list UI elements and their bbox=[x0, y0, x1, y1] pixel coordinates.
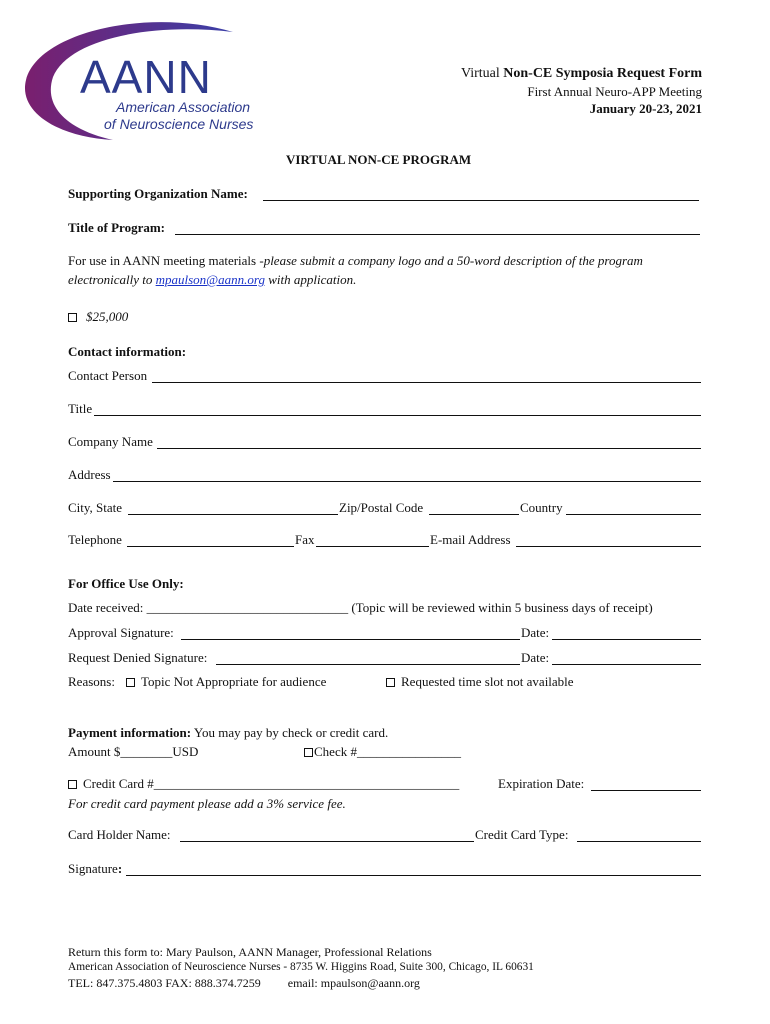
instructions-italic3: with application. bbox=[264, 272, 357, 287]
meeting-dates: January 20-23, 2021 bbox=[589, 101, 702, 116]
instructions-line2 bbox=[68, 272, 356, 288]
expiration-field[interactable] bbox=[591, 790, 701, 791]
supporting-org-label: Supporting Organization Name: bbox=[68, 186, 248, 201]
reason-not-appropriate-checkbox[interactable] bbox=[126, 678, 135, 687]
zip-field[interactable] bbox=[429, 514, 519, 515]
signature-label bbox=[68, 861, 122, 877]
card-type-label: Credit Card Type: bbox=[475, 827, 569, 842]
city-state-label: City, State bbox=[68, 500, 123, 515]
credit-card-number-field[interactable]: Credit Card #_______________________________________________ bbox=[83, 776, 460, 791]
contact-heading: Contact information: bbox=[68, 344, 187, 359]
office-use-heading: For Office Use Only: bbox=[68, 576, 184, 591]
country-label: Country bbox=[520, 500, 563, 515]
denied-signature-field[interactable] bbox=[216, 664, 520, 665]
contact-title-field[interactable] bbox=[94, 415, 701, 416]
signature-text: Signature bbox=[68, 861, 118, 876]
reason-not-appropriate-label: Topic Not Appropriate for audience bbox=[141, 674, 327, 689]
company-name-field[interactable] bbox=[157, 448, 701, 449]
price-label: $25,000 bbox=[86, 309, 129, 324]
reason-time-slot[interactable] bbox=[386, 674, 574, 690]
fax-field[interactable] bbox=[316, 546, 429, 547]
supporting-org-field[interactable] bbox=[263, 200, 699, 201]
price-checkbox[interactable] bbox=[68, 313, 77, 322]
service-fee-note: For credit card payment please add a 3% service fee. bbox=[68, 796, 346, 811]
approval-date-label: Date: bbox=[521, 625, 550, 640]
check-option[interactable] bbox=[304, 744, 461, 760]
email-address-field[interactable] bbox=[516, 546, 701, 547]
zip-label: Zip/Postal Code bbox=[339, 500, 424, 515]
denied-date-field[interactable] bbox=[552, 664, 701, 665]
footer-return-line: Return this form to: Mary Paulson, AANN Manager, Professional Relations bbox=[68, 945, 432, 959]
telephone-label: Telephone bbox=[68, 532, 122, 547]
reason-not-appropriate[interactable] bbox=[126, 674, 326, 690]
email-address-label: E-mail Address bbox=[430, 532, 511, 547]
address-label: Address bbox=[68, 467, 111, 482]
fax-label: Fax bbox=[295, 532, 315, 547]
payment-heading-rest: You may pay by check or credit card. bbox=[191, 725, 389, 740]
card-holder-label: Card Holder Name: bbox=[68, 827, 171, 842]
payment-heading-bold: Payment information: bbox=[68, 725, 192, 740]
check-number-field[interactable]: Check #________________ bbox=[314, 744, 461, 759]
approval-date-field[interactable] bbox=[552, 639, 701, 640]
denied-signature-label: Request Denied Signature: bbox=[68, 650, 208, 665]
logo-line2: of Neuroscience Nurses bbox=[104, 116, 254, 132]
program-title-label: Title of Program: bbox=[68, 220, 165, 235]
amount-field[interactable]: Amount $________USD bbox=[68, 744, 199, 759]
card-type-field[interactable] bbox=[577, 841, 701, 842]
expiration-label: Expiration Date: bbox=[498, 776, 585, 791]
contact-person-label: Contact Person bbox=[68, 368, 148, 383]
email-link[interactable]: mpaulson@aann.org bbox=[155, 272, 265, 287]
contact-person-field[interactable] bbox=[152, 382, 701, 383]
payment-heading bbox=[68, 725, 388, 741]
credit-card-checkbox[interactable] bbox=[68, 780, 77, 789]
contact-title-label: Title bbox=[68, 401, 93, 416]
signature-colon: : bbox=[117, 861, 123, 876]
form-title-prefix: Virtual bbox=[460, 66, 504, 81]
form-title bbox=[461, 66, 702, 82]
footer-contact-line: TEL: 847.375.4803 FAX: 888.374.7259 email: mpaulson@aann.org bbox=[68, 976, 420, 990]
city-state-field[interactable] bbox=[128, 514, 338, 515]
program-heading: VIRTUAL NON-CE PROGRAM bbox=[286, 152, 472, 167]
instructions-italic1: -please submit a company logo and a 50-word description of the program bbox=[259, 253, 643, 268]
check-checkbox[interactable] bbox=[304, 748, 313, 757]
instructions-italic2: electronically to bbox=[68, 272, 156, 287]
date-received: Date received: _______________________________ (Topic will be reviewed within 5 business days of receipt) bbox=[68, 600, 653, 615]
aann-logo bbox=[18, 12, 268, 142]
footer-address-line: American Association of Neuroscience Nurses - 8735 W. Higgins Road, Suite 300, Chicago, IL 60631 bbox=[68, 961, 534, 973]
address-field[interactable] bbox=[113, 481, 701, 482]
logo-line1: American Association bbox=[116, 99, 251, 115]
approval-signature-label: Approval Signature: bbox=[68, 625, 174, 640]
credit-card-option[interactable] bbox=[68, 776, 459, 792]
instructions-line1 bbox=[68, 253, 643, 269]
approval-signature-field[interactable] bbox=[181, 639, 520, 640]
telephone-field[interactable] bbox=[127, 546, 294, 547]
reasons-label: Reasons: bbox=[68, 674, 115, 689]
card-holder-field[interactable] bbox=[180, 841, 474, 842]
reason-time-slot-label: Requested time slot not available bbox=[401, 674, 574, 689]
company-name-label: Company Name bbox=[68, 434, 153, 449]
signature-field[interactable] bbox=[126, 875, 701, 876]
denied-date-label: Date: bbox=[521, 650, 550, 665]
program-title-field[interactable] bbox=[175, 234, 700, 235]
logo-acronym: AANN bbox=[80, 51, 212, 103]
reason-time-slot-checkbox[interactable] bbox=[386, 678, 395, 687]
instructions-plain: For use in AANN meeting materials bbox=[68, 253, 260, 268]
meeting-name: First Annual Neuro-APP Meeting bbox=[527, 84, 702, 99]
form-title-bold: Non-CE Symposia Request Form bbox=[503, 66, 702, 81]
price-option[interactable] bbox=[68, 309, 128, 325]
country-field[interactable] bbox=[566, 514, 701, 515]
